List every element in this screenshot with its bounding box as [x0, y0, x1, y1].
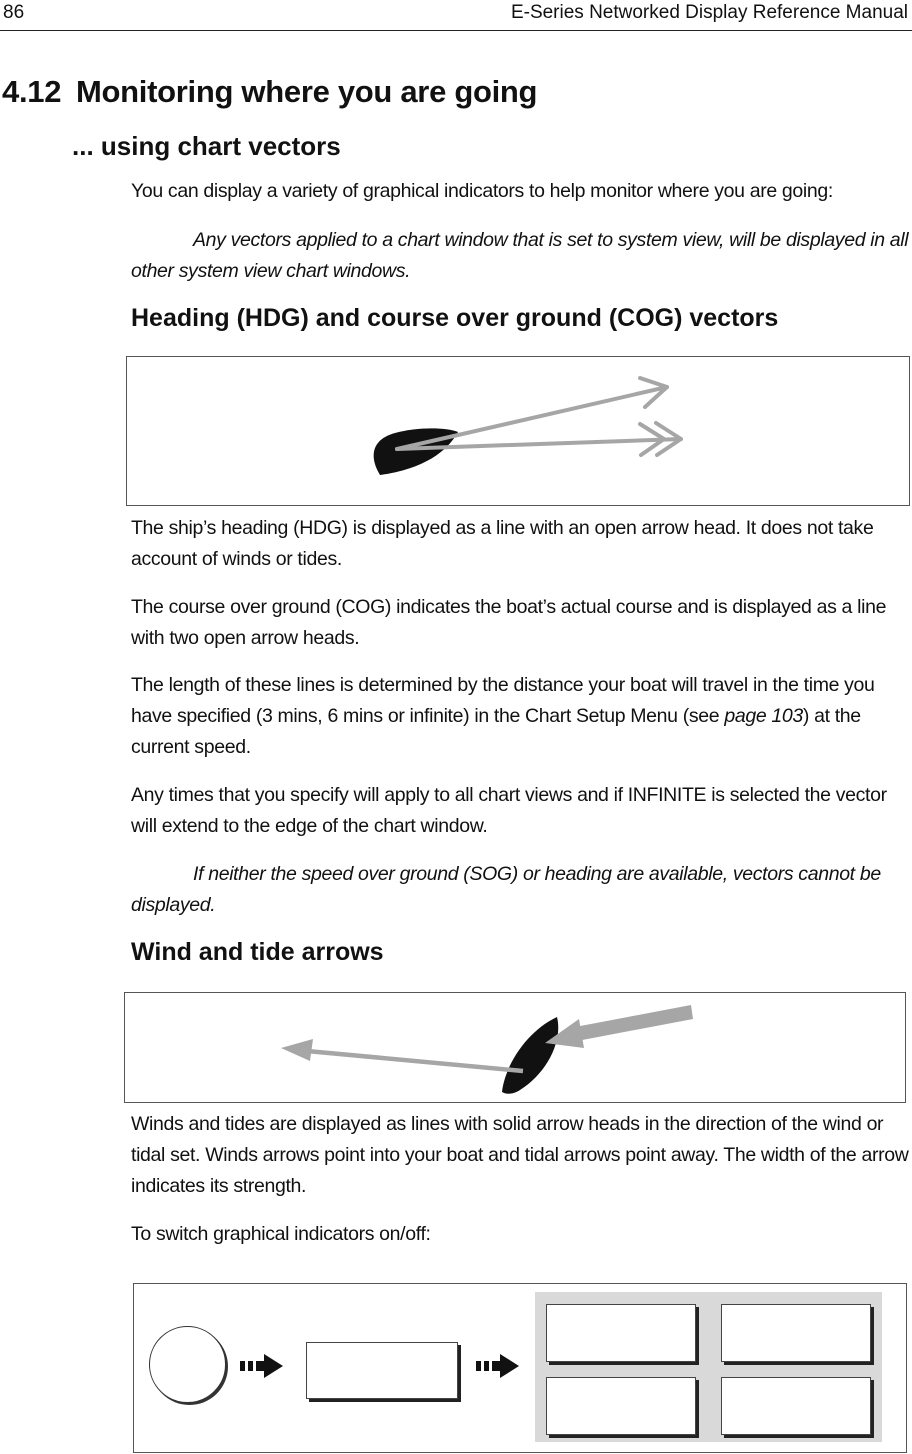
wind-arrow: [545, 1005, 693, 1048]
section-heading: [2, 74, 537, 110]
boat-icon: [374, 428, 458, 475]
dashed-right-arrow-icon: [240, 1353, 284, 1379]
wind-tide-paragraph: Winds and tides are displayed as lines with solid arrow heads in the direction of the wind or tidal set. Winds arrows point into your boat and tidal arrows point away. The width of the arrow indicates its strength.: [131, 1113, 909, 1197]
vector-length-text: The length of these lines is determined by the distance your boat will travel in the time you have specified (3 mins, 6 mins or infinite) in the Chart Setup Menu (see: [131, 674, 875, 727]
tide-arrow: [281, 1039, 523, 1071]
note-vectors-unavailable: If neither the speed over ground (SOG) or heading are available, vectors cannot be displayed.: [131, 863, 881, 916]
softkey-bottom-right[interactable]: [721, 1377, 871, 1435]
section-number: 4.12: [2, 74, 62, 109]
dashed-right-arrow-icon: [476, 1353, 520, 1379]
manual-title: E-Series Networked Display Reference Manual: [510, 2, 908, 23]
cog-paragraph: The course over ground (COG) indicates the boat’s actual course and is displayed as a line with two open arrow heads.: [131, 596, 887, 649]
vector-length-text-end: ) at the current speed.: [131, 705, 861, 758]
boat-icon: [502, 1017, 558, 1094]
softkey-panel: [535, 1292, 882, 1442]
wind-tide-figure: [124, 992, 906, 1103]
softkey-bottom-left[interactable]: [546, 1377, 696, 1435]
page-number: 86: [3, 2, 25, 23]
section-subtitle: ... using chart vectors: [72, 131, 341, 161]
softkey-top-left[interactable]: [546, 1304, 696, 1362]
menu-round-button[interactable]: [149, 1326, 226, 1403]
wind-tide-heading: Wind and tide arrows: [131, 938, 384, 966]
section-title: Monitoring where you are going: [76, 74, 538, 109]
hdg-cog-figure: [126, 356, 910, 506]
hdg-vector: [397, 378, 667, 449]
hdg-cog-heading: Heading (HDG) and course over ground (COG) vectors: [131, 304, 779, 332]
page-reference-link[interactable]: page 103: [724, 705, 803, 727]
hdg-paragraph: The ship’s heading (HDG) is displayed as a line with an open arrow head. It does not take account of winds or tides.: [131, 517, 874, 570]
switch-indicators-paragraph: To switch graphical indicators on/off:: [131, 1223, 431, 1245]
vector-length-paragraph: [131, 670, 911, 763]
setup-softkey[interactable]: [306, 1342, 458, 1399]
intro-paragraph: You can display a variety of graphical indicators to help monitor where you are going:: [131, 180, 833, 202]
softkey-top-right[interactable]: [721, 1304, 871, 1362]
running-head: [0, 0, 912, 31]
note-system-view: Any vectors applied to a chart window that is set to system view, will be displayed in all other system view chart windows.: [131, 229, 909, 282]
vector-times-paragraph: Any times that you specify will apply to all chart views and if INFINITE is selected the vector will extend to the edge of the chart window.: [131, 784, 887, 837]
